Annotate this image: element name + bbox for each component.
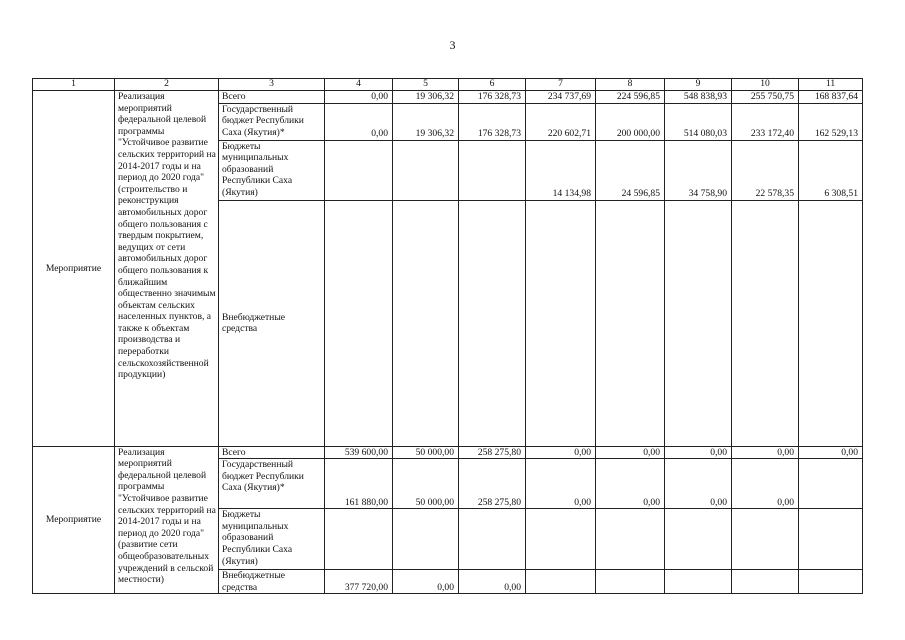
value-cell: 234 737,69 — [526, 91, 596, 104]
column-number: 3 — [219, 79, 325, 91]
column-number: 11 — [799, 79, 863, 91]
value-cell — [799, 509, 863, 570]
value-cell: 514 080,03 — [665, 103, 732, 140]
value-cell: 14 134,98 — [526, 140, 596, 200]
activity-type-cell: Мероприятие — [33, 446, 115, 594]
value-cell — [665, 200, 732, 446]
value-cell: 24 596,85 — [596, 140, 665, 200]
value-cell: 19 306,32 — [393, 103, 459, 140]
value-cell — [393, 200, 459, 446]
column-number: 2 — [115, 79, 219, 91]
value-cell: 0,00 — [393, 570, 459, 594]
value-cell — [325, 200, 393, 446]
value-cell: 0,00 — [665, 446, 732, 459]
value-cell — [665, 509, 732, 570]
activity-description-cell: Реализация мероприятий федеральной целевой программы "Устойчивое развитие сельских территорий на 2014-2017 годы и на период до 2020 года" (развитие сети общеобразовательных учреждений в сельской местности) — [115, 446, 219, 594]
value-cell: 0,00 — [459, 570, 526, 594]
value-cell: 0,00 — [799, 446, 863, 459]
value-cell: 0,00 — [325, 103, 393, 140]
value-cell: 0,00 — [732, 446, 799, 459]
value-cell — [393, 509, 459, 570]
value-cell — [526, 509, 596, 570]
value-cell: 258 275,80 — [459, 446, 526, 459]
funding-source-cell: Всего — [219, 91, 325, 104]
column-number: 5 — [393, 79, 459, 91]
value-cell — [459, 509, 526, 570]
value-cell: 255 750,75 — [732, 91, 799, 104]
value-cell — [799, 459, 863, 509]
table-row — [33, 446, 863, 459]
value-cell — [665, 570, 732, 594]
value-cell: 6 308,51 — [799, 140, 863, 200]
column-number-row — [33, 79, 863, 91]
value-cell — [459, 200, 526, 446]
column-number: 9 — [665, 79, 732, 91]
page-number: 3 — [449, 38, 456, 52]
value-cell: 162 529,13 — [799, 103, 863, 140]
activity-description-cell: Реализация мероприятий федеральной целевой программы "Устойчивое развитие сельских территорий на 2014-2017 годы и на период до 2020 года" (строительство и реконструкция автомобильных дорог общего пользования с твердым покрытием, ведущих от сети автомобильных дорог общего пользования к ближайшим общественно значимым объектам сельских населенных пунктов, а также к объектам производства и переработки сельскохозяйственной продукции) — [115, 91, 219, 447]
value-cell: 0,00 — [596, 459, 665, 509]
column-number: 6 — [459, 79, 526, 91]
value-cell: 0,00 — [732, 459, 799, 509]
value-cell: 220 602,71 — [526, 103, 596, 140]
value-cell: 168 837,64 — [799, 91, 863, 104]
value-cell: 0,00 — [526, 459, 596, 509]
value-cell — [325, 509, 393, 570]
value-cell — [732, 570, 799, 594]
funding-source-cell: Государственный бюджет Республики Саха (Якутия)* — [219, 459, 325, 509]
value-cell — [596, 200, 665, 446]
column-number: 10 — [732, 79, 799, 91]
value-cell: 233 172,40 — [732, 103, 799, 140]
value-cell: 548 838,93 — [665, 91, 732, 104]
column-number: 1 — [33, 79, 115, 91]
value-cell: 0,00 — [325, 91, 393, 104]
funding-source-cell: Государственный бюджет Республики Саха (Якутия)* — [219, 103, 325, 140]
value-cell — [799, 200, 863, 446]
value-cell: 258 275,80 — [459, 459, 526, 509]
value-cell — [596, 509, 665, 570]
activity-type-cell: Мероприятие — [33, 91, 115, 447]
value-cell: 19 306,32 — [393, 91, 459, 104]
funding-source-cell: Внебюджетные средства — [219, 200, 325, 446]
value-cell — [459, 140, 526, 200]
budget-table — [32, 78, 863, 594]
funding-source-cell: Всего — [219, 446, 325, 459]
column-number: 8 — [596, 79, 665, 91]
value-cell — [526, 570, 596, 594]
value-cell — [393, 140, 459, 200]
value-cell: 176 328,73 — [459, 91, 526, 104]
value-cell: 50 000,00 — [393, 446, 459, 459]
table-row — [33, 91, 863, 104]
funding-source-cell: Бюджеты муниципальных образований Республики Саха (Якутия) — [219, 509, 325, 570]
value-cell: 0,00 — [665, 459, 732, 509]
value-cell: 161 880,00 — [325, 459, 393, 509]
value-cell — [732, 200, 799, 446]
value-cell: 0,00 — [526, 446, 596, 459]
value-cell — [799, 570, 863, 594]
value-cell: 50 000,00 — [393, 459, 459, 509]
value-cell: 0,00 — [596, 446, 665, 459]
funding-source-cell: Внебюджетные средства — [219, 570, 325, 594]
value-cell: 22 578,35 — [732, 140, 799, 200]
value-cell — [732, 509, 799, 570]
column-number: 4 — [325, 79, 393, 91]
value-cell — [596, 570, 665, 594]
funding-source-cell: Бюджеты муниципальных образований Республики Саха (Якутия) — [219, 140, 325, 200]
value-cell: 200 000,00 — [596, 103, 665, 140]
value-cell: 224 596,85 — [596, 91, 665, 104]
value-cell: 176 328,73 — [459, 103, 526, 140]
value-cell: 539 600,00 — [325, 446, 393, 459]
value-cell: 377 720,00 — [325, 570, 393, 594]
value-cell: 34 758,90 — [665, 140, 732, 200]
value-cell — [325, 140, 393, 200]
value-cell — [526, 200, 596, 446]
column-number: 7 — [526, 79, 596, 91]
